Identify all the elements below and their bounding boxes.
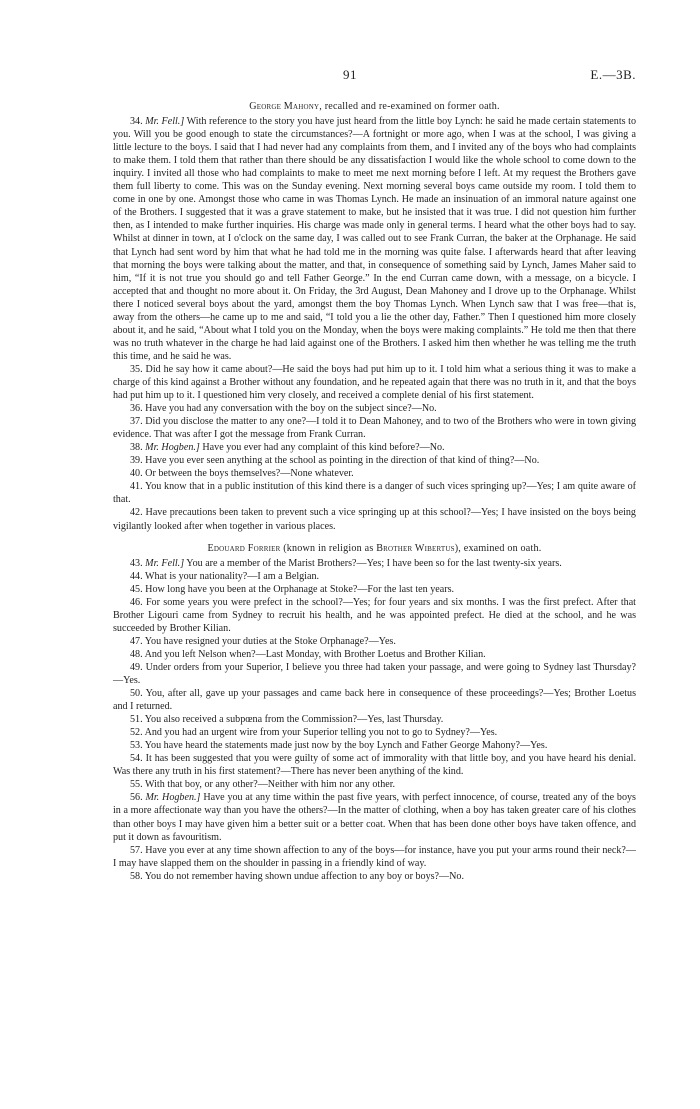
question-answer-text: You have heard the statements made just now by the boy Lynch and Father George Mahony?—Yes.	[144, 740, 548, 752]
testimony-paragraph	[113, 726, 636, 739]
question-answer-text: You know that in a public institution of this kind there is a danger of such vices springing up?—Yes; I am quite aware of that.	[113, 481, 636, 506]
question-answer-text: With reference to the story you have just heard from the little boy Lynch: he said he made certain statements to you. Will you be good enough to state the circumstances?—A fortnight or more ago, when I was at the school, I was giving a little lecture to the boys. I said that I had never had any complaints from them, and I invited any of the boys who had complaints to make them. I told them that rather than there should be any dissatisfaction I would like the whole school to come down to the inquiry. I invited all those who had complaints to make to meet me next morning before I left. At my request the Brothers gave them full liberty to come. This was on the Sunday evening. Next morning several boys came outside my room. I told them to come in one by one. Amongst those who came in was Thomas Lynch. He made an insinuation of an immoral nature against one of the Brothers. I suggested that it was a grave statement to make, but he insisted that it was true. I did not question him further then, as I intended to make further inquiries. His charge was made only in general terms. I heard what the other boys had to say. Whilst at dinner in town, at I o'clock on the same day, I was called out to see Frank Curran, the baker at the Orphanage. He said that Lynch had sent word by him that what he had told me in the morning was quite false. I afterwards heard that after leaving that morning the boys were talking about the matter, and that, in consequence of something said by Lynch, James Maher said to him, “If it is not true you should go and tell Father George.” In the end Curran came down, with a message, on a bicycle. I accepted that and thought no more about it. On Friday, the 3rd August, Dean Mahoney and I drove up to the Orphanage. Whilst there I noticed several boys about the yard, amongst them the boy Thomas Lynch. When Lynch saw that I was free—that is, away from the others—he came up to me and said, “I told you a lie the other day, Father.” Then I questioned him more closely about it, and he said, “About what I told you on the Monday, when the boys were making complaints.” He told me then that there was no truth whatever in the charge he had laid against one of the Brothers. I asked him then whether he was telling me the truth this time, and he said he was.	[113, 116, 636, 362]
question-number: 56.	[130, 792, 143, 804]
witness-heading-forrier	[113, 542, 636, 555]
question-answer-text: What is your nationality?—I am a Belgian.	[144, 570, 320, 582]
question-number: 50.	[130, 688, 143, 700]
question-answer-text: You have resigned your duties at the Stoke Orphanage?—Yes.	[144, 635, 396, 647]
examiner-label: Mr. Fell.]	[145, 116, 185, 128]
testimony-paragraph	[113, 778, 636, 791]
testimony-paragraph	[113, 648, 636, 661]
testimony-paragraph	[113, 415, 636, 441]
question-answer-text: Have you ever seen anything at the school as pointing in the direction of that kind of thing?—No.	[145, 455, 540, 467]
testimony-paragraph	[113, 570, 636, 583]
page-number: 91	[343, 67, 357, 82]
question-answer-text: Did you disclose the matter to any one?—I told it to Dean Mahoney, and to two of the Brothers who were in town giving evidence. That was after I got the message from Frank Curran.	[113, 416, 636, 441]
testimony-paragraph	[113, 506, 636, 532]
testimony-paragraph	[113, 844, 636, 870]
testimony-paragraph	[113, 583, 636, 596]
testimony-paragraph	[113, 441, 636, 454]
question-answer-text: It has been suggested that you were guilty of some act of immorality with that little boy, and you have heard his denial. Was there any truth in his first statement?—There has never been anything of the kind.	[113, 753, 637, 778]
testimony-paragraph	[113, 870, 636, 883]
question-number: 47.	[130, 635, 143, 647]
question-answer-text: Did he say how it came about?—He said the boys had put him up to it. I told him what a serious thing it was to make a charge of this kind against a Brother without any foundation, and he repeated again that there was no truth in it, and that the boys had put him up to it. I questioned him very closely, and received a complete denial of his first statement.	[113, 363, 636, 402]
examiner-label: Mr. Hogben.]	[145, 792, 201, 804]
examiner-label: Mr. Hogben.]	[145, 442, 200, 454]
question-number: 41.	[130, 481, 143, 493]
question-answer-text: You do not remember having shown undue affection to any boy or boys?—No.	[144, 870, 464, 882]
question-answer-text: You, after all, gave up your passages and came back here in consequence of these proceedings?—Yes; Brother Loetus and I returned.	[113, 688, 636, 713]
witness-heading-mahony	[113, 100, 636, 113]
question-number: 48.	[130, 648, 143, 660]
heading-text: , recalled and re-examined on former oath.	[319, 101, 500, 112]
witness-name: Edouard Forrier	[207, 542, 281, 554]
question-number: 49.	[130, 661, 143, 673]
question-number: 55.	[130, 779, 143, 791]
testimony-paragraph	[113, 402, 636, 415]
question-answer-text: Have precautions been taken to prevent such a vice springing up at this school?—Yes; I have insisted on the boys being vigilantly looked after when together in various places.	[113, 507, 636, 532]
question-answer-text: Have you at any time within the past five years, with perfect innocence, of course, treated any of the boys in a more affectionate way than you have the others?—In the matter of clothing, when a boy has taken greater care of his clothes than other boys I may have given him a better suit or a better coat. When that has been done other boys have taken offence, and put it down as favouritism.	[113, 792, 636, 843]
question-number: 44.	[130, 570, 143, 582]
heading-text: (known in religion as	[280, 542, 377, 554]
question-answer-text: Have you ever had any complaint of this kind before?—No.	[202, 442, 445, 454]
question-answer-text: How long have you been at the Orphanage at Stoke?—For the last ten years.	[145, 583, 455, 595]
question-answer-text: Or between the boys themselves?—None whatever.	[145, 468, 354, 480]
testimony-paragraph	[113, 661, 636, 687]
question-number: 40.	[130, 468, 143, 480]
testimony-list	[113, 115, 636, 533]
testimony-paragraph	[113, 713, 636, 726]
testimony-paragraph	[113, 635, 636, 648]
document-reference: E.—3B.	[590, 67, 636, 82]
question-number: 54.	[130, 753, 143, 765]
question-number: 45.	[130, 583, 143, 595]
heading-text: ), examined on oath.	[454, 542, 542, 554]
question-number: 38.	[130, 442, 143, 454]
testimony-paragraph	[113, 687, 636, 713]
testimony-paragraph	[113, 791, 636, 843]
question-answer-text: For some years you were prefect in the school?—Yes; for four years and six months. I was the first prefect. After that Brother Ligouri came from Sydney to recruit his health, and he was appointed prefect. He died at the school, and he was succeeded by Brother Kilian.	[113, 596, 636, 634]
question-number: 53.	[130, 740, 143, 752]
testimony-paragraph	[113, 467, 636, 480]
testimony-paragraph	[113, 363, 636, 402]
witness-name: George Mahony	[249, 101, 320, 112]
testimony-paragraph	[113, 115, 636, 363]
question-answer-text: You are a member of the Marist Brothers?—Yes; I have been so for the last twenty-six years.	[186, 557, 562, 569]
question-answer-text: And you had an urgent wire from your Superior telling you not to go to Sydney?—Yes.	[144, 727, 498, 739]
question-number: 57.	[130, 844, 143, 856]
testimony-paragraph	[113, 557, 636, 570]
testimony-paragraph	[113, 596, 636, 635]
testimony-list	[113, 557, 636, 883]
testimony-paragraph	[113, 480, 636, 506]
question-number: 58.	[130, 870, 143, 882]
testimony-paragraph	[113, 752, 636, 778]
question-number: 35.	[130, 363, 143, 375]
question-number: 51.	[130, 714, 143, 726]
question-answer-text: And you left Nelson when?—Last Monday, with Brother Loetus and Brother Kilian.	[144, 648, 486, 660]
question-number: 39.	[130, 455, 143, 467]
question-number: 34.	[130, 116, 143, 128]
testimony-paragraph	[113, 454, 636, 467]
question-answer-text: Have you ever at any time shown affection to any of the boys—for instance, have you put your arms round their neck?—I may have slapped them on the shoulder in passing in a friendly kind of way.	[113, 844, 637, 869]
question-answer-text: With that boy, or any other?—Neither with him nor any other.	[144, 779, 396, 791]
question-number: 42.	[130, 507, 143, 519]
question-number: 46.	[130, 596, 143, 608]
question-answer-text: You also received a subpœna from the Commission?—Yes, last Thursday.	[144, 714, 444, 726]
testimony-paragraph	[113, 739, 636, 752]
question-number: 37.	[130, 416, 143, 428]
question-number: 43.	[130, 557, 143, 569]
religious-name: Brother Wibertus	[376, 542, 455, 554]
examiner-label: Mr. Fell.]	[145, 557, 185, 569]
question-answer-text: Under orders from your Superior, I believe you three had taken your passage, and were going to Sydney last Thursday?—Yes.	[113, 661, 636, 687]
question-number: 36.	[130, 403, 143, 415]
question-number: 52.	[130, 727, 143, 739]
question-answer-text: Have you had any conversation with the boy on the subject since?—No.	[145, 403, 437, 415]
